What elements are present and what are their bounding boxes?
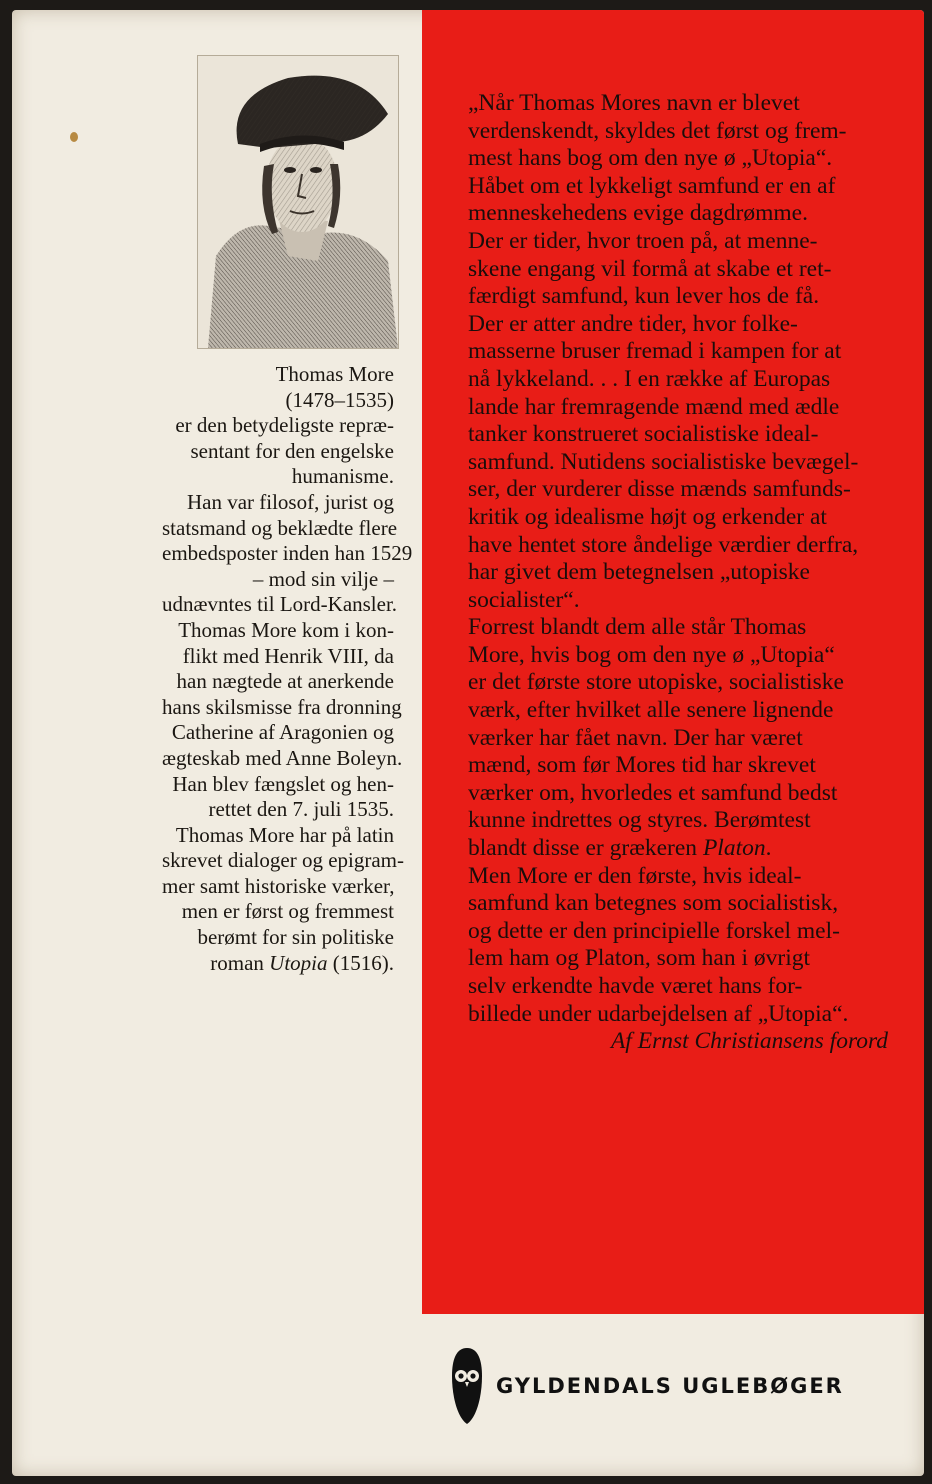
foreword-quote [468,90,900,1056]
publisher-name: GYLDENDALS UGLEBØGER [496,1374,844,1398]
quote-line: har givet dem betegnelsen „utopiske [468,559,810,586]
quote-line: billede under udarbejdelsen af „Utopia“. [468,1000,849,1027]
quote-line: kritik og idealisme højt og erkender at [468,503,827,530]
quote-line: Der er atter andre tider, hvor folke- [468,310,798,337]
bio-line: flikt med Henrik VIII, da [182,643,394,668]
bio-line: Thomas More har på latin [175,822,394,847]
quote-line: Men More er den første, hvis ideal- [468,862,802,889]
bio-line: er den betydeligste repræ- [175,413,394,438]
bio-line: statsmand og beklædte flere [162,515,398,540]
quote-line: verdenskendt, skyldes det først og frem- [468,117,847,144]
quote-line: færdigt samfund, kun lever hos de få. [468,283,820,310]
quote-line: Der er tider, hvor troen på, at menne- [468,227,818,254]
quote-line: menneskehedens evige dagdrømme. [468,200,808,227]
bio-line: hans skilsmisse fra dronning [162,694,402,719]
quote-line: socialister“. [468,586,580,613]
quote-line: mænd, som før Mores tid har skrevet [468,752,816,779]
quote-platon-line [468,835,900,863]
quote-line: samfund kan betegnes som socialistisk, [468,890,839,917]
bio-line: berømt for sin politiske [197,925,394,950]
bio-line: skrevet dialoger og epigram- [162,848,404,873]
bio-line: Han blev fængslet og hen- [172,771,394,796]
bio-line: – mod sin vilje – [252,566,394,591]
bio-line: udnævntes til Lord-Kansler. [162,592,398,617]
quote-line: Håbet om et lykkeligt samfund er en af [468,172,836,199]
quote-attribution: Af Ernst Christiansens forord [610,1028,888,1055]
quote-line: masserne bruser fremad i kampen for at [468,338,842,365]
quote-line: selv erkendte havde været hans for- [468,973,803,999]
quote-line: er det første store utopiske, socialistiske [468,669,844,696]
bio-line: sentant for den engelske [190,438,394,463]
bio-line: Catherine af Aragonien og [171,720,394,745]
quote-suffix: . [765,835,772,862]
author-biography [162,362,413,976]
bio-prefix: roman [210,950,270,975]
bio-line: mer samt historiske værker, [162,873,395,898]
quote-line: og dette er den principielle forskel mel- [468,917,840,944]
bio-line: humanisme. [291,464,394,489]
quote-line: lem ham og Platon, som han i øvrigt [468,945,811,972]
portrait-icon [198,56,398,348]
quote-line: værker om, hvorledes et samfund bedst [468,779,838,806]
bio-line: Thomas More kom i kon- [178,617,394,642]
bio-line: Thomas More [275,362,394,386]
quote-line: mest hans bog om den nye ø „Utopia“. [468,145,833,172]
quote-line: værk, efter hvilket alle senere lignende [468,697,834,724]
quote-line: Forrest blandt dem alle står Thomas [468,614,807,641]
quote-line: kunne indrettes og styres. Berømtest [468,807,811,834]
bio-line: embedsposter inden han 1529 [162,541,413,566]
quote-line: „Når Thomas Mores navn er blevet [468,90,800,116]
quote-line: tanker konstrueret socialistiske ideal- [468,421,819,448]
quote-line: værker har fået navn. Der har været [468,724,803,751]
quote-line: lande har fremragende mænd med ædle [468,393,840,420]
book-back-cover [12,10,924,1476]
owl-icon [450,1346,484,1426]
bio-line: ægteskab med Anne Boleyn. [162,745,403,770]
book-title: Utopia [269,950,328,975]
publisher-mark [450,1346,870,1426]
bio-line: Han var filosof, jurist og [186,489,394,514]
paper-spot [70,132,78,142]
bio-line: rettet den 7. juli 1535. [208,797,394,822]
quote-line: ser, der vurderer disse mænds samfunds- [468,476,851,503]
author-portrait [197,55,399,349]
quote-line: skene engang vil formå at skabe et ret- [468,255,832,282]
quote-prefix: blandt disse er grækeren [468,835,703,862]
bio-line: men er først og fremmest [181,899,394,924]
quote-line: samfund. Nutidens socialistiske bevægel- [468,448,859,475]
bio-line: (1478–1535) [285,387,394,412]
quote-line: have hentet store åndelige værdier derfra, [468,531,859,558]
quote-line: nå lykkeland. . . I en række af Europas [468,365,831,392]
quote-line: More, hvis bog om den nye ø „Utopia“ [468,641,835,668]
platon-name: Platon [702,835,766,862]
bio-suffix: (1516). [327,950,394,975]
bio-last-line [162,951,394,977]
bio-line: han nægtede at anerkende [176,669,394,694]
